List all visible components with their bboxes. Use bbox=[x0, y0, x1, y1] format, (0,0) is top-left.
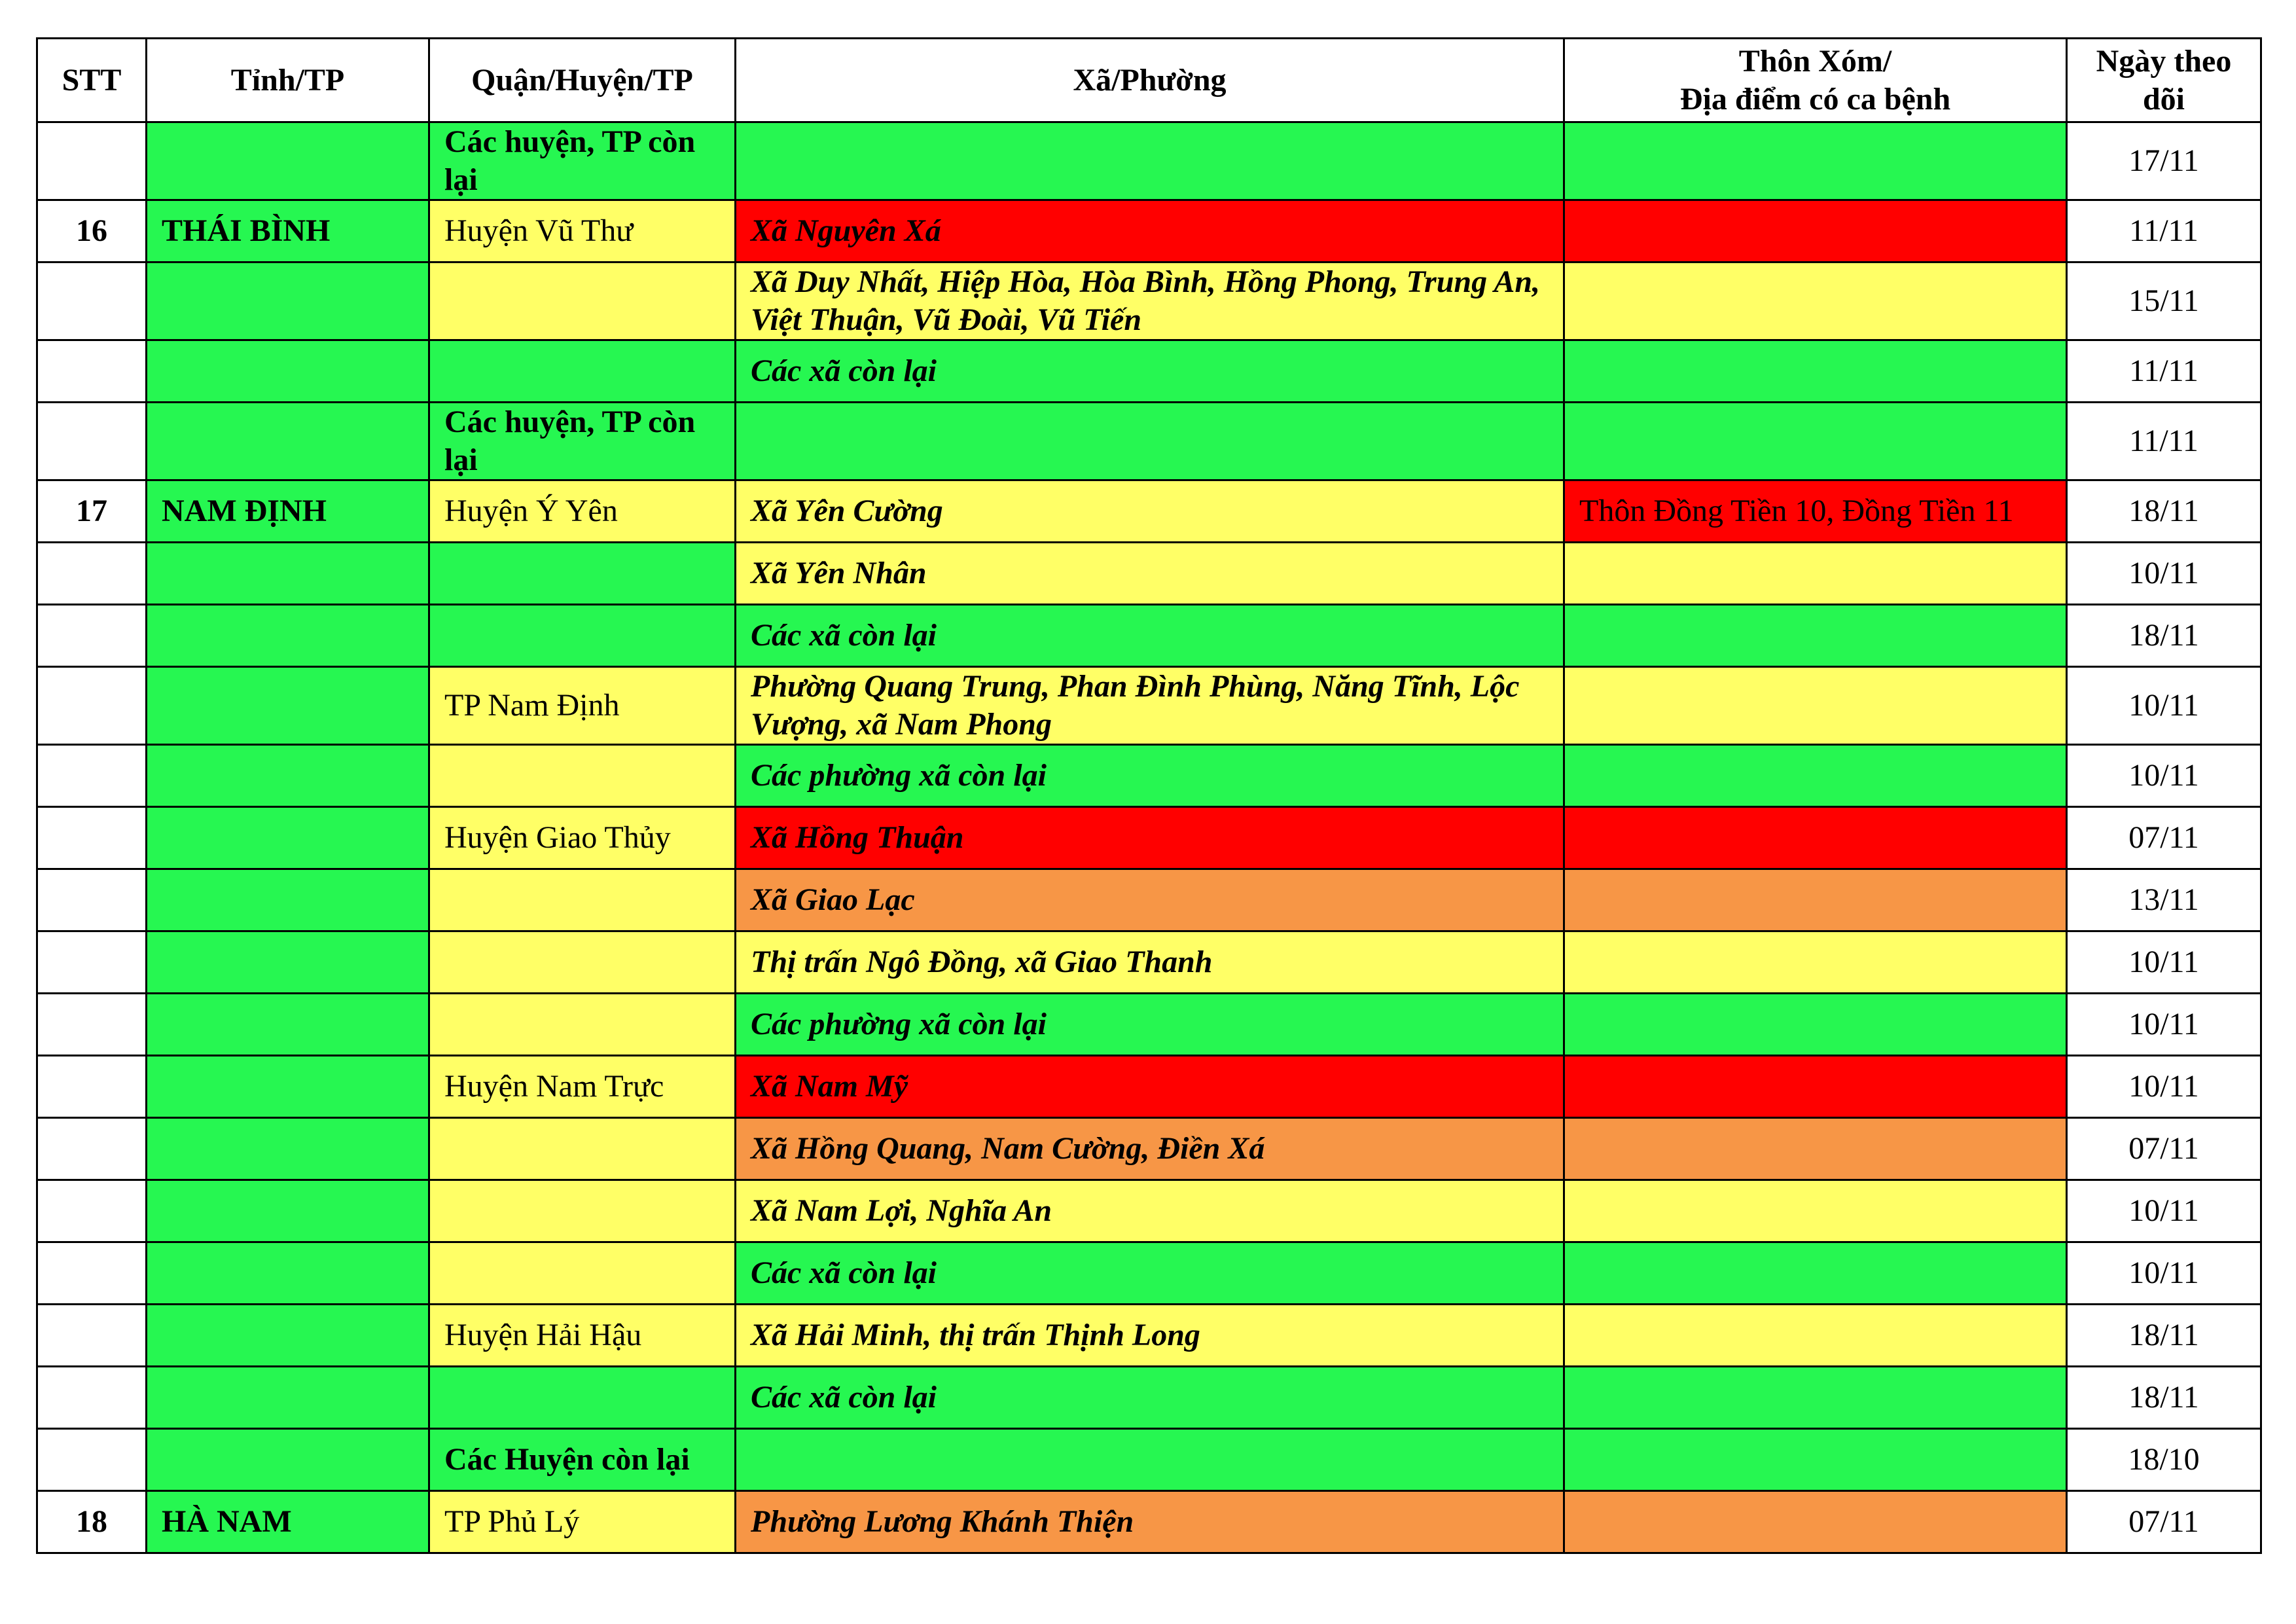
header-hamlet bbox=[1564, 39, 2067, 122]
date-cell: 10/11 bbox=[2067, 994, 2261, 1056]
date-cell: 18/11 bbox=[2067, 1367, 2261, 1429]
hamlet-cell bbox=[1564, 994, 2067, 1056]
table-row bbox=[37, 1491, 2261, 1553]
date-cell: 10/11 bbox=[2067, 1242, 2261, 1305]
ward-cell: Các xã còn lại bbox=[736, 1367, 1564, 1429]
ward-cell: Xã Duy Nhất, Hiệp Hòa, Hòa Bình, Hồng Phong, Trung An, Việt Thuận, Vũ Đoài, Vũ Tiến bbox=[736, 262, 1564, 340]
covid-risk-table bbox=[36, 37, 2262, 1554]
district-cell bbox=[429, 745, 736, 807]
ward-cell: Các phường xã còn lại bbox=[736, 994, 1564, 1056]
table-row bbox=[37, 543, 2261, 605]
district-cell: Các Huyện còn lại bbox=[429, 1429, 736, 1491]
hamlet-cell bbox=[1564, 340, 2067, 403]
stt-cell bbox=[37, 1367, 147, 1429]
stt-cell bbox=[37, 262, 147, 340]
table-row bbox=[37, 200, 2261, 262]
hamlet-cell bbox=[1564, 1305, 2067, 1367]
province-cell: THÁI BÌNH bbox=[147, 200, 429, 262]
hamlet-cell bbox=[1564, 403, 2067, 480]
stt-cell bbox=[37, 340, 147, 403]
table-row bbox=[37, 262, 2261, 340]
stt-cell bbox=[37, 605, 147, 667]
stt-cell bbox=[37, 1242, 147, 1305]
table-row bbox=[37, 667, 2261, 745]
header-district: Quận/Huyện/TP bbox=[429, 39, 736, 122]
province-cell bbox=[147, 807, 429, 869]
ward-cell: Các phường xã còn lại bbox=[736, 745, 1564, 807]
ward-cell: Xã Hồng Thuận bbox=[736, 807, 1564, 869]
district-cell bbox=[429, 1180, 736, 1242]
table-row bbox=[37, 807, 2261, 869]
province-cell: HÀ NAM bbox=[147, 1491, 429, 1553]
table-row bbox=[37, 1367, 2261, 1429]
hamlet-cell bbox=[1564, 931, 2067, 994]
ward-cell bbox=[736, 1429, 1564, 1491]
stt-cell bbox=[37, 122, 147, 200]
date-cell: 18/11 bbox=[2067, 480, 2261, 543]
province-cell bbox=[147, 667, 429, 745]
province-cell bbox=[147, 994, 429, 1056]
province-cell bbox=[147, 340, 429, 403]
ward-cell: Xã Nam Lợi, Nghĩa An bbox=[736, 1180, 1564, 1242]
province-cell bbox=[147, 543, 429, 605]
table-row bbox=[37, 340, 2261, 403]
ward-cell: Xã Yên Nhân bbox=[736, 543, 1564, 605]
date-cell: 11/11 bbox=[2067, 403, 2261, 480]
stt-cell: 17 bbox=[37, 480, 147, 543]
district-cell bbox=[429, 931, 736, 994]
district-cell bbox=[429, 543, 736, 605]
stt-cell: 18 bbox=[37, 1491, 147, 1553]
table-row bbox=[37, 403, 2261, 480]
table-row bbox=[37, 1180, 2261, 1242]
header-hamlet-line2: Địa điểm có ca bệnh bbox=[1679, 81, 1951, 117]
header-ward: Xã/Phường bbox=[736, 39, 1564, 122]
hamlet-cell bbox=[1564, 1242, 2067, 1305]
ward-cell: Các xã còn lại bbox=[736, 1242, 1564, 1305]
ward-cell: Các xã còn lại bbox=[736, 340, 1564, 403]
header-hamlet-line1: Thôn Xóm/ bbox=[1738, 43, 1892, 79]
date-cell: 10/11 bbox=[2067, 1056, 2261, 1118]
hamlet-cell bbox=[1564, 1491, 2067, 1553]
stt-cell bbox=[37, 1056, 147, 1118]
table-row bbox=[37, 994, 2261, 1056]
province-cell bbox=[147, 122, 429, 200]
stt-cell bbox=[37, 403, 147, 480]
province-cell bbox=[147, 1056, 429, 1118]
district-cell: Các huyện, TP còn lại bbox=[429, 403, 736, 480]
date-cell: 17/11 bbox=[2067, 122, 2261, 200]
hamlet-cell bbox=[1564, 1118, 2067, 1180]
date-cell: 18/11 bbox=[2067, 1305, 2261, 1367]
date-cell: 10/11 bbox=[2067, 1180, 2261, 1242]
province-cell bbox=[147, 1242, 429, 1305]
date-cell: 13/11 bbox=[2067, 869, 2261, 931]
stt-cell bbox=[37, 667, 147, 745]
district-cell bbox=[429, 1118, 736, 1180]
hamlet-cell bbox=[1564, 1180, 2067, 1242]
table-row bbox=[37, 1305, 2261, 1367]
ward-cell: Các xã còn lại bbox=[736, 605, 1564, 667]
header-stt: STT bbox=[37, 39, 147, 122]
date-cell: 07/11 bbox=[2067, 1491, 2261, 1553]
district-cell bbox=[429, 1242, 736, 1305]
ward-cell: Xã Hồng Quang, Nam Cường, Điền Xá bbox=[736, 1118, 1564, 1180]
hamlet-cell: Thôn Đồng Tiền 10, Đồng Tiền 11 bbox=[1564, 480, 2067, 543]
table-row bbox=[37, 605, 2261, 667]
hamlet-cell bbox=[1564, 1429, 2067, 1491]
header-row bbox=[37, 39, 2261, 122]
province-cell: NAM ĐỊNH bbox=[147, 480, 429, 543]
stt-cell bbox=[37, 1180, 147, 1242]
date-cell: 18/11 bbox=[2067, 605, 2261, 667]
stt-cell bbox=[37, 869, 147, 931]
province-cell bbox=[147, 1180, 429, 1242]
stt-cell: 16 bbox=[37, 200, 147, 262]
province-cell bbox=[147, 745, 429, 807]
date-cell: 10/11 bbox=[2067, 667, 2261, 745]
province-cell bbox=[147, 1429, 429, 1491]
district-cell bbox=[429, 869, 736, 931]
hamlet-cell bbox=[1564, 122, 2067, 200]
stt-cell bbox=[37, 1305, 147, 1367]
date-cell: 18/10 bbox=[2067, 1429, 2261, 1491]
district-cell: Các huyện, TP còn lại bbox=[429, 122, 736, 200]
stt-cell bbox=[37, 994, 147, 1056]
ward-cell: Xã Giao Lạc bbox=[736, 869, 1564, 931]
table-row bbox=[37, 1056, 2261, 1118]
ward-cell: Phường Quang Trung, Phan Đình Phùng, Năng Tĩnh, Lộc Vượng, xã Nam Phong bbox=[736, 667, 1564, 745]
header-date: Ngày theo dõi bbox=[2067, 39, 2261, 122]
ward-cell bbox=[736, 122, 1564, 200]
province-cell bbox=[147, 403, 429, 480]
hamlet-cell bbox=[1564, 200, 2067, 262]
district-cell bbox=[429, 994, 736, 1056]
date-cell: 07/11 bbox=[2067, 1118, 2261, 1180]
district-cell: Huyện Ý Yên bbox=[429, 480, 736, 543]
ward-cell bbox=[736, 403, 1564, 480]
hamlet-cell bbox=[1564, 807, 2067, 869]
date-cell: 10/11 bbox=[2067, 543, 2261, 605]
date-cell: 11/11 bbox=[2067, 200, 2261, 262]
district-cell: Huyện Vũ Thư bbox=[429, 200, 736, 262]
table-row bbox=[37, 745, 2261, 807]
district-cell: Huyện Giao Thủy bbox=[429, 807, 736, 869]
date-cell: 11/11 bbox=[2067, 340, 2261, 403]
district-cell: Huyện Nam Trực bbox=[429, 1056, 736, 1118]
date-cell: 10/11 bbox=[2067, 931, 2261, 994]
table-row bbox=[37, 1118, 2261, 1180]
hamlet-cell bbox=[1564, 543, 2067, 605]
hamlet-cell bbox=[1564, 869, 2067, 931]
date-cell: 10/11 bbox=[2067, 745, 2261, 807]
hamlet-cell bbox=[1564, 1367, 2067, 1429]
date-cell: 07/11 bbox=[2067, 807, 2261, 869]
stt-cell bbox=[37, 1429, 147, 1491]
province-cell bbox=[147, 931, 429, 994]
province-cell bbox=[147, 262, 429, 340]
province-cell bbox=[147, 1305, 429, 1367]
district-cell: TP Nam Định bbox=[429, 667, 736, 745]
hamlet-cell bbox=[1564, 1056, 2067, 1118]
ward-cell: Xã Nguyên Xá bbox=[736, 200, 1564, 262]
ward-cell: Xã Yên Cường bbox=[736, 480, 1564, 543]
district-cell bbox=[429, 262, 736, 340]
table-row bbox=[37, 931, 2261, 994]
table-row bbox=[37, 1242, 2261, 1305]
province-cell bbox=[147, 605, 429, 667]
stt-cell bbox=[37, 1118, 147, 1180]
hamlet-cell bbox=[1564, 605, 2067, 667]
district-cell: TP Phủ Lý bbox=[429, 1491, 736, 1553]
stt-cell bbox=[37, 543, 147, 605]
district-cell bbox=[429, 1367, 736, 1429]
district-cell bbox=[429, 605, 736, 667]
ward-cell: Phường Lương Khánh Thiện bbox=[736, 1491, 1564, 1553]
hamlet-cell bbox=[1564, 667, 2067, 745]
hamlet-cell bbox=[1564, 262, 2067, 340]
ward-cell: Xã Nam Mỹ bbox=[736, 1056, 1564, 1118]
table-row bbox=[37, 480, 2261, 543]
province-cell bbox=[147, 869, 429, 931]
ward-cell: Xã Hải Minh, thị trấn Thịnh Long bbox=[736, 1305, 1564, 1367]
table-row bbox=[37, 122, 2261, 200]
stt-cell bbox=[37, 931, 147, 994]
table-row bbox=[37, 1429, 2261, 1491]
stt-cell bbox=[37, 807, 147, 869]
hamlet-cell bbox=[1564, 745, 2067, 807]
header-province: Tỉnh/TP bbox=[147, 39, 429, 122]
date-cell: 15/11 bbox=[2067, 262, 2261, 340]
table-row bbox=[37, 869, 2261, 931]
district-cell: Huyện Hải Hậu bbox=[429, 1305, 736, 1367]
stt-cell bbox=[37, 745, 147, 807]
ward-cell: Thị trấn Ngô Đồng, xã Giao Thanh bbox=[736, 931, 1564, 994]
province-cell bbox=[147, 1118, 429, 1180]
district-cell bbox=[429, 340, 736, 403]
province-cell bbox=[147, 1367, 429, 1429]
